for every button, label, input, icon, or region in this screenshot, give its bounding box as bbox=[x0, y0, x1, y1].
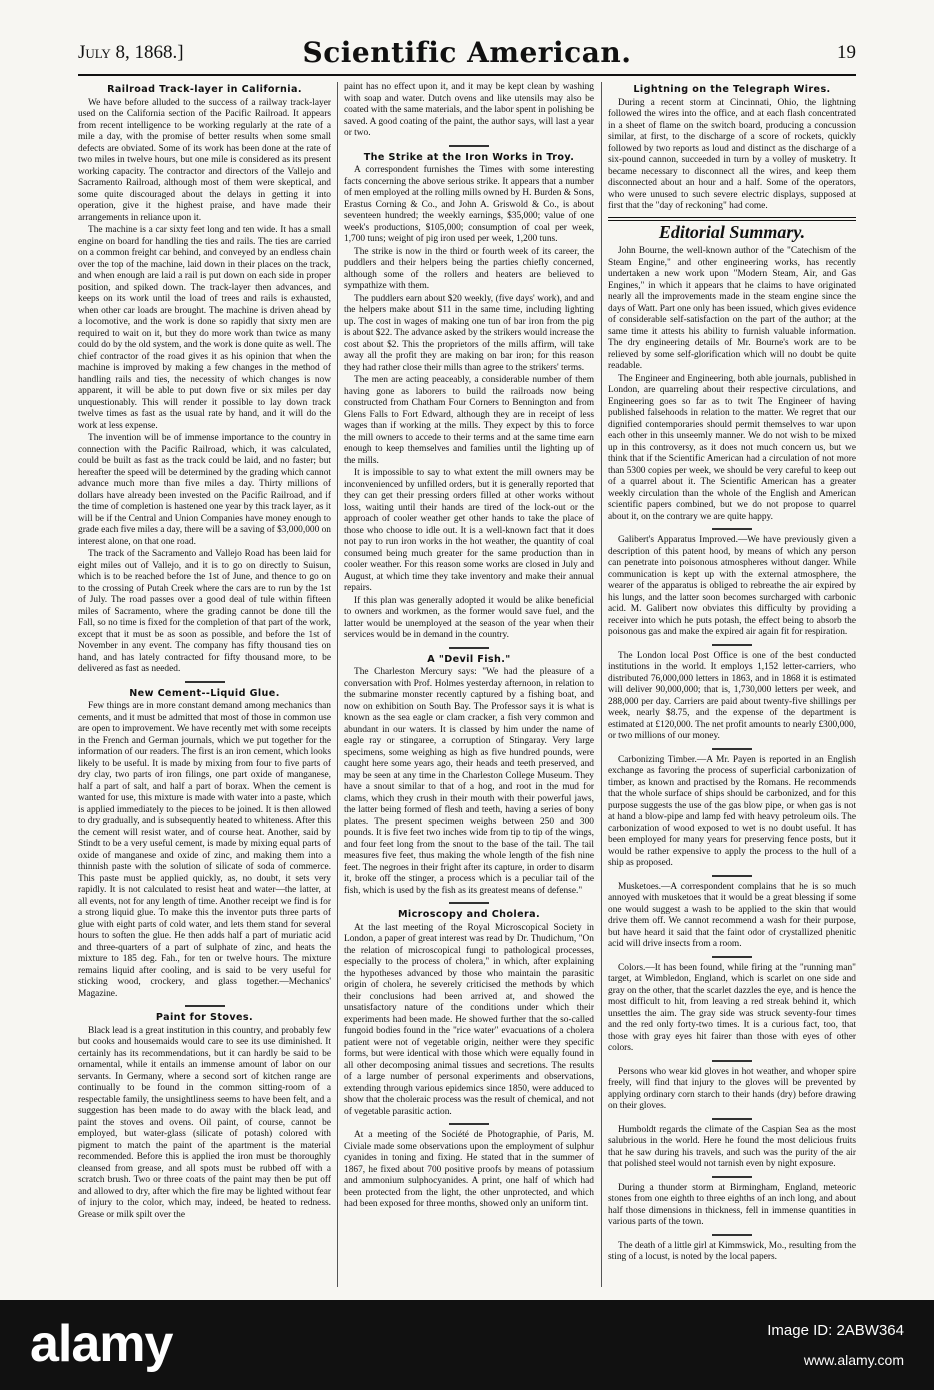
separator bbox=[78, 1002, 331, 1010]
paragraph: If this plan was generally adopted it would be alike beneficial to owners and workmen, as the former would save fuel, and the latter would be unemployed at the season of the year when their services would be in demand in the country. bbox=[344, 595, 594, 640]
paragraph: During a recent storm at Cincinnati, Ohio, the lightning followed the wires into the office, and at each flash concentrated in a sheet of flame on the switch board, producing a concussion similar, at first, to the discharge of a score of rockets, quickly followed by two reports as loud and distinct as the discharge of a six-pound cannon, succeeded in turn by a volley of musketry. It became necessary to disconnect all the wires, and keep them disconnected about an hour and a half. Some of the operators, who were unused to such severe electric displays, supposed at first that the "day of reckoning" had come. bbox=[608, 97, 856, 211]
paragraph: At the last meeting of the Royal Microscopical Society in London, a paper of great interest was read by Dr. Thudichum, "On the relation of microscopical fungi to pathological processes, especially to the process of cholera," in which, after explaining the hypotheses advanced by those who maintain the parasitic origin of cholera, he severely criticised the methods by which their conclusions had been arrived at, and showed the unsatisfactory nature of the conditions under which their experiments had been made. He showed further that the so-called fungoid bodies found in the "rice water" evacuations of a cholera patient were not of vegetable origin, neither were they specific forms, but were identical with those which were equally found in all other decomposing animal tissues and secretions. The results of a large number of personal experiments and observations, extending through various epidemics since 1850, were adduced to show that the choleraic process was the result of chemical, and not of vegetable parasitic action. bbox=[344, 922, 594, 1117]
paragraph: paint has no effect upon it, and it may be kept clean by washing with soap and water. Dutch ovens and like utensils may also be coated with the same materials, and the labor spent in polishing be saved. A good coating of the paint, the author says, will last a year or two. bbox=[344, 82, 594, 138]
paragraph: We have before alluded to the success of a railway track-layer used on the California section of the Pacific Railroad. It appears from recent intelligence to be working regularly at the rate of a mile a day, with the promise of better results when some small defects are obviated. Some of its work has been done at the rate of two miles in twelve hours, but one mile is considered as its present working capacity. The contractor and directors of the Vallejo and Sacramento Railroad, although most of them were skeptical, and some quite discouraged about the delays in getting it into operation, give it the highest praise, and have made their arrangements in reliance upon it. bbox=[78, 97, 331, 223]
paragraph: The puddlers earn about $20 weekly, (five days' work), and and the helpers make about $11 in the same time, including lighting up. The cost in wages of making one tun of bar iron from the pig is about $22. The advance asked by the strikers would increase the cost about $2. This the proprietors of the mills affirm, will take away all the profit they are making on bar iron; for this reason they had rather close their mills than agree to the strikers' terms. bbox=[344, 293, 594, 373]
paragraph: During a thunder storm at Birmingham, England, meteoric stones from one eighth to three eighths of an inch long, and about half those dimensions in thickness, fell in immense quantities in various parts of the town. bbox=[608, 1182, 856, 1227]
separator bbox=[608, 872, 856, 880]
column-rule bbox=[337, 82, 338, 1287]
alamy-logo: alamy bbox=[30, 1315, 173, 1373]
image-id: Image ID: 2ABW364 bbox=[767, 1322, 904, 1339]
watermark-banner bbox=[0, 1300, 934, 1390]
column-rule bbox=[601, 82, 602, 1287]
separator bbox=[344, 142, 594, 150]
paragraph: Black lead is a great institution in this country, and probably few but cooks and housemaids would care to see its use diminished. It certainly has its recommendations, but it can hardly be said to be ornamental, while it entails an immense amount of labor on our servants. In Germany, where a second sort of kitchen range are continually to be found in the common sitting-room of a respectable family, the unsightliness seems to have been felt, and a suggestion has been made to do away with the black lead, and paint the stoves and ovens. Oil paint, of course, cannot be employed, but water-glass (silicate of potash) colored with pigment to match the paint of the apartment is the material recommended. Before this is applied the iron must be thoroughly cleansed from grease, and all spots must be rubbed off with a scratch brush. Two or three coats of the paint may then be put off and allowed to dry, after which the fire may be lighted without fear of injury to the color, which may, indeed, be heated to redness. Grease or milk spilt over the bbox=[78, 1025, 331, 1220]
separator bbox=[344, 644, 594, 652]
separator bbox=[608, 1231, 856, 1239]
section-heading: Editorial Summary. bbox=[658, 221, 806, 242]
paragraph: The track of the Sacramento and Vallejo Road has been laid for eight miles out of Vallejo, and it is to go on directly to Suisun, which is to be reached before the 1st of June, and thence to go on to the crossing of Putah Creek where the cars are to run by the 1st of July. The road passes over a good deal of tule within fifteen miles of Sacramento, where the grading cannot be done till the Fall, so no time is fixed for the completion of that part of the work, except that it must be as soon as possible, and before the 1st of November in any event. The company has fifty thousand ties on hand, and has lately contracted for fifty thousand more, to be delivered as fast as needed. bbox=[78, 549, 331, 674]
separator bbox=[608, 525, 856, 533]
column-1 bbox=[78, 82, 331, 1292]
masthead-title: Scientific American. bbox=[302, 36, 632, 69]
paragraph: Carbonizing Timber.—A Mr. Payen is reported in an English exchange as favoring the process of superficial carbonization of timber, as known and practised by the Romans. He recommends that the whole surface of ships should be carbonized, and for this purpose suggests the use of the gas blow pipe, or when gas is not at hand a blow-pipe and lamp fed with heavy petroleum oils. The carbonization of wood exposed to wet is no doubt useful. It has been employed for many years for preserving fence posts, but it would be rather expensive to apply the process to the hull of a ship as proposed. bbox=[608, 754, 856, 868]
article-heading: New Cement--Liquid Glue. bbox=[129, 687, 280, 699]
separator bbox=[608, 745, 856, 753]
paragraph: At a meeting of the Société de Photographie, of Paris, M. Civiale made some observations upon the employment of sulphur cyanides in toning and fixing. He stated that in the summer of 1867, he fixed about 700 positive proofs by means of potassium and ammonium sulphocyanides. A print, one half of which had been protected from the light, the other unprotected, and which had been exposed for three months, showed only an uniform tint. bbox=[344, 1130, 594, 1209]
paragraph: The Engineer and Engineering, both able journals, published in London, are quarreling about their respective circulations, and Engineering goes so far as to twit The Engineer of having published falsehoods in relation to the matter. We regret that our dignified contemporaries should permit themselves to war upon each other in this unseemly manner. We do not wish to be mixed up in this controversy, as it does not much concern us, but we think that if the Scientific American had a circulation of not more than 5300 copies per week, we should be very careful to keep out of a quarrel about it. The Scientific American has a greater weekly circulation than the whole of the English and American scientific papers combined, but we do not propose to quarrel about it, on the contrary we are quite happy. bbox=[608, 373, 856, 522]
separator bbox=[344, 899, 594, 907]
page-number: 19 bbox=[837, 42, 856, 63]
article-heading: The Strike at the Iron Works in Troy. bbox=[363, 151, 575, 163]
paragraph: Humboldt regards the climate of the Caspian Sea as the most salubrious in the world. Here he found the most delicious fruits that he saw during his travels, and such was the purity of the air that polished steel would not tarnish even by night exposure. bbox=[608, 1124, 856, 1169]
separator bbox=[608, 641, 856, 649]
article-heading: Microscopy and Cholera. bbox=[397, 909, 541, 920]
separator bbox=[608, 953, 856, 961]
site-url: www.alamy.com bbox=[803, 1352, 904, 1368]
paragraph: Galibert's Apparatus Improved.—We have previously given a description of this patent hood, by means of which any person can penetrate into poisonous atmospheres without danger. While communication is kept up with the external atmosphere, the wearer of the apparatus is obliged to rebreathe the air expired by his lungs, and the latter soon becomes surcharged with carbonic acid. M. Galibert now obviates this difficulty by providing a receiver into which he puts potash, the effect being to absorb the poisonous gas and make the expired air again fit for respiration. bbox=[608, 535, 856, 637]
paragraph: The death of a little girl at Kimmswick, Mo., resulting from the sting of a locust, is noted by the local papers. bbox=[608, 1240, 856, 1262]
paragraph: The strike is now in the third or fourth week of its career, the puddlers and their helpers being the parties chiefly concerned, although some of the rollers and heaters are believed to sympathize with them. bbox=[344, 246, 594, 291]
paragraph: The machine is a car sixty feet long and ten wide. It has a small engine on board for handling the ties and rails. The ties are carried on a common freight car behind, and conveyed by an endless chain over the top of the machine, laid down in their places on the track, and when enough are laid a rail is put down on each side in proper position, and spiked down. The track-layer then advances, and keeps on its work until the load of trees and rails is exhausted, when other car loads are brought. The machine is driven ahead by a locomotive, and the work is done so rapidly that sixty men are required to wait on it, but they do more work than twice as many could do by the old system, and the work is done quite as well. The chief contractor of the road gives it as his opinion that when the machine is improved by making a few changes in the method of handling rails and ties, the necessity of which changes is now apparent, it will be able to put down five or six miles per day unquestionably. This will render it possible to lay down track twelve times as fast as the usual rate by hand, and it will do the work at less expense. bbox=[78, 225, 331, 431]
article-heading: Railroad Track-layer in California. bbox=[107, 84, 302, 95]
article-heading: A "Devil Fish." bbox=[427, 653, 511, 665]
paragraph: A correspondent furnishes the Times with some interesting facts concerning the above serious strike. It appears that a number of men employed at the rolling mills owned by H. Burden & Sons, Erastus Corning & Co., and John A. Griswold & Co., is about seventeen hundred; the weekly earnings, $35,000; value of one week's productions, $105,000; consumption of coal per week, 1,700 tuns; weight of pig iron used per week, 1,200 tuns. bbox=[344, 165, 594, 244]
paragraph: Musketoes.—A correspondent complains that he is so much annoyed with musketoes that it would be a great blessing if some one would suggest a wash to be applied to the skin that would drive them off. We cannot recommend a wash for their purpose, but have heard it said that the faint odor of crystallized phenitic acid will drive insects from a room. bbox=[608, 881, 856, 949]
article-heading: Lightning on the Telegraph Wires. bbox=[633, 84, 831, 95]
column-2 bbox=[344, 82, 594, 1292]
separator bbox=[78, 678, 331, 686]
separator bbox=[608, 1057, 856, 1065]
paragraph: The Charleston Mercury says: "We had the pleasure of a conversation with Prof. Holmes yesterday afternoon, in relation to the submarine monster recently captured by a fishing boat, and now on exhibition on South Bay. The Professor says it is what is known as the sea eagle or clam cracker, a fish very common and abundant in our waters. It is classed by him under the name of eagle ray or stingaree, a corruption of Stingaray. Very large specimens, some weighing as high as five hundred pounds, were caught here some years ago, their heads and teeth preserved, and may be seen at any time in the Charleston College Museum. They have a snout similar to that of a hog, and root in the mud for clams, which they crush in their mouth with their powerful jaws, the latter being formed of flesh and teeth, having a series of bony plates. The present specimen weighs between 250 and 300 pounds. It is five feet two inches wide from tip to tip of the wings, and four feet long from the snout to the base of the tail. The tail measures five feet, thus making the whole length of the fish nine feet. The negroes in their fright after its capture, in order to disarm it, broke off the stinger, a process which is a peculiar tail of the fish, which is used by the fish as its greatest means of defense." bbox=[344, 667, 594, 896]
article-heading: Paint for Stoves. bbox=[155, 1012, 254, 1023]
separator bbox=[608, 1173, 856, 1181]
separator bbox=[344, 1120, 594, 1128]
page-header bbox=[78, 36, 856, 76]
double-rule bbox=[608, 217, 856, 221]
paragraph: It is impossible to say to what extent the mill owners may be inconvenienced by unfilled orders, but it is generally reported that they can get their pressing orders filled at other works without loss, waiting until their hands are tired of the lock-out or the approach of cooler weather get other hands to take the place of those who choose to idle out. It is a well-known fact that it does not pay to run iron works in the hot weather, the quantity of coal consumed being much greater for the same production than in cooler weather. For this reason some works are closed in July and August, at which time they take inventory and make their annual repairs. bbox=[344, 468, 594, 593]
separator bbox=[608, 1115, 856, 1123]
paragraph: The invention will be of immense importance to the country in connection with the Pacific Railroad, which, it was calculated, could be built as fast as the track could be laid, and no faster; but hereafter the speed will be determined by the grading which cannot advance much more than five miles a day. Thirty millions of dollars have already been invested on the Pacific Railroad, and if the time of completion is hastened one year by this track layer, as it will be if the Central and Union Companies have money enough to grade each five miles a day, there will be a saving of $3,000,000 on interest alone, on that one road. bbox=[78, 433, 331, 547]
column-3 bbox=[608, 82, 856, 1292]
paragraph: John Bourne, the well-known author of the "Catechism of the Steam Engine," and other engineering works, has recently undertaken a new work upon "Modern Steam, Air, and Gas Engines," in which it appears that he claims to have originated nearly all the improvements made in the steam engine since the days of Watt. Part one only has been issued, which gives evidence of considerable self-satisfaction on the part of the author; at the same time it attests his ability to furnish valuable information. The dry engineering details of Mr. Bourne's work are to be relieved by some self-glorification which will no doubt be quite readable. bbox=[608, 246, 856, 371]
paragraph: The men are acting peaceably, a considerable number of them having gone as laborers to build the railroads now being constructed from Chatham Four Corners to Bennington and from Glens Falls to Fort Edward, although they are in receipt of less wages than if working at the mills. They expect by this to force the mill owners to accede to their terms and at the same time earn enough to keep themselves and families until the lighting up of the mills. bbox=[344, 375, 594, 466]
paragraph: The London local Post Office is one of the best conducted institutions in the world. It employs 1,152 letter-carriers, who distributed 76,000,000 letters in 1863, and in 1868 it is estimated will deliver 90,000,000; that is, 1,730,000 letters per week, and 288,000 per day. Carriers are paid about twenty-five shillings per week, nearly $8.75, and the expense of the department is estimated at £120,000. The net profit amounts to nearly £300,000, or two millions of our money. bbox=[608, 650, 856, 741]
issue-date: July 8, 1868.] bbox=[78, 42, 184, 63]
paragraph: Persons who wear kid gloves in hot weather, and whoper spire freely, will find that injury to the gloves will be prevented by applying ordinary corn starch to their hands (dry) before drawing on their gloves. bbox=[608, 1066, 856, 1111]
paragraph: Colors.—It has been found, while firing at the "running man" target, at Wimbledon, England, which is scarlet on one side and gray on the other, that the scarlet dazzles the eye, and is hence the most difficult to hit, from leaving a red streak behind it, which unsettles the aim. The gray side was struck seventy-four times and the red only forty-two times. It is a curious fact, too, that those with gray eyes hit fairer than those with eyes of other colors. bbox=[608, 962, 856, 1053]
paragraph: Few things are in more constant demand among mechanics than cements, and it must be admitted that most of those in common use are open to improvement. We have recently met with some receipts in the French and German journals, which we put together for the information of our readers. The first is an iron cement, which looks likely to be useful. It is made by mixing from four to five parts of dry clay, two parts of iron filings, one part oxide of manganese, half a part of salt, and half a part of borax. When the cement is wanted for use, this mixture is made with water into a paste, which is applied immediately to the pieces to be joined. It is then allowed to dry gradually, and is subsequently heated to whiteness. After this the cement will resist water, and of course heat. Another, said by Stindt to be a very useful cement, is made by mixing equal parts of oxide of manganese and oxide of zinc, and making them into a thinnish paste with the solution of silicate of soda of commerce. This paste must be applied quickly, as, no doubt, it sets very rapidly. It is not calculated to resist heat and water—the latter, at all events, not for any length of time. Another receipt we find is for a strong liquid glue. To make this the inventor puts three parts of glue with eight parts of cold water, and lets them stand for several hours to soften the glue. He then adds half a part of muriatic acid and three-quarters of a part of sulphate of zinc, and heats the mixture to 185 deg. Fah., for ten or twelve hours. The mixture remains liquid after cooling, and is said to be very useful for sticking wood, crockery, and glass together.—Mechanics' Magazine. bbox=[78, 701, 331, 999]
